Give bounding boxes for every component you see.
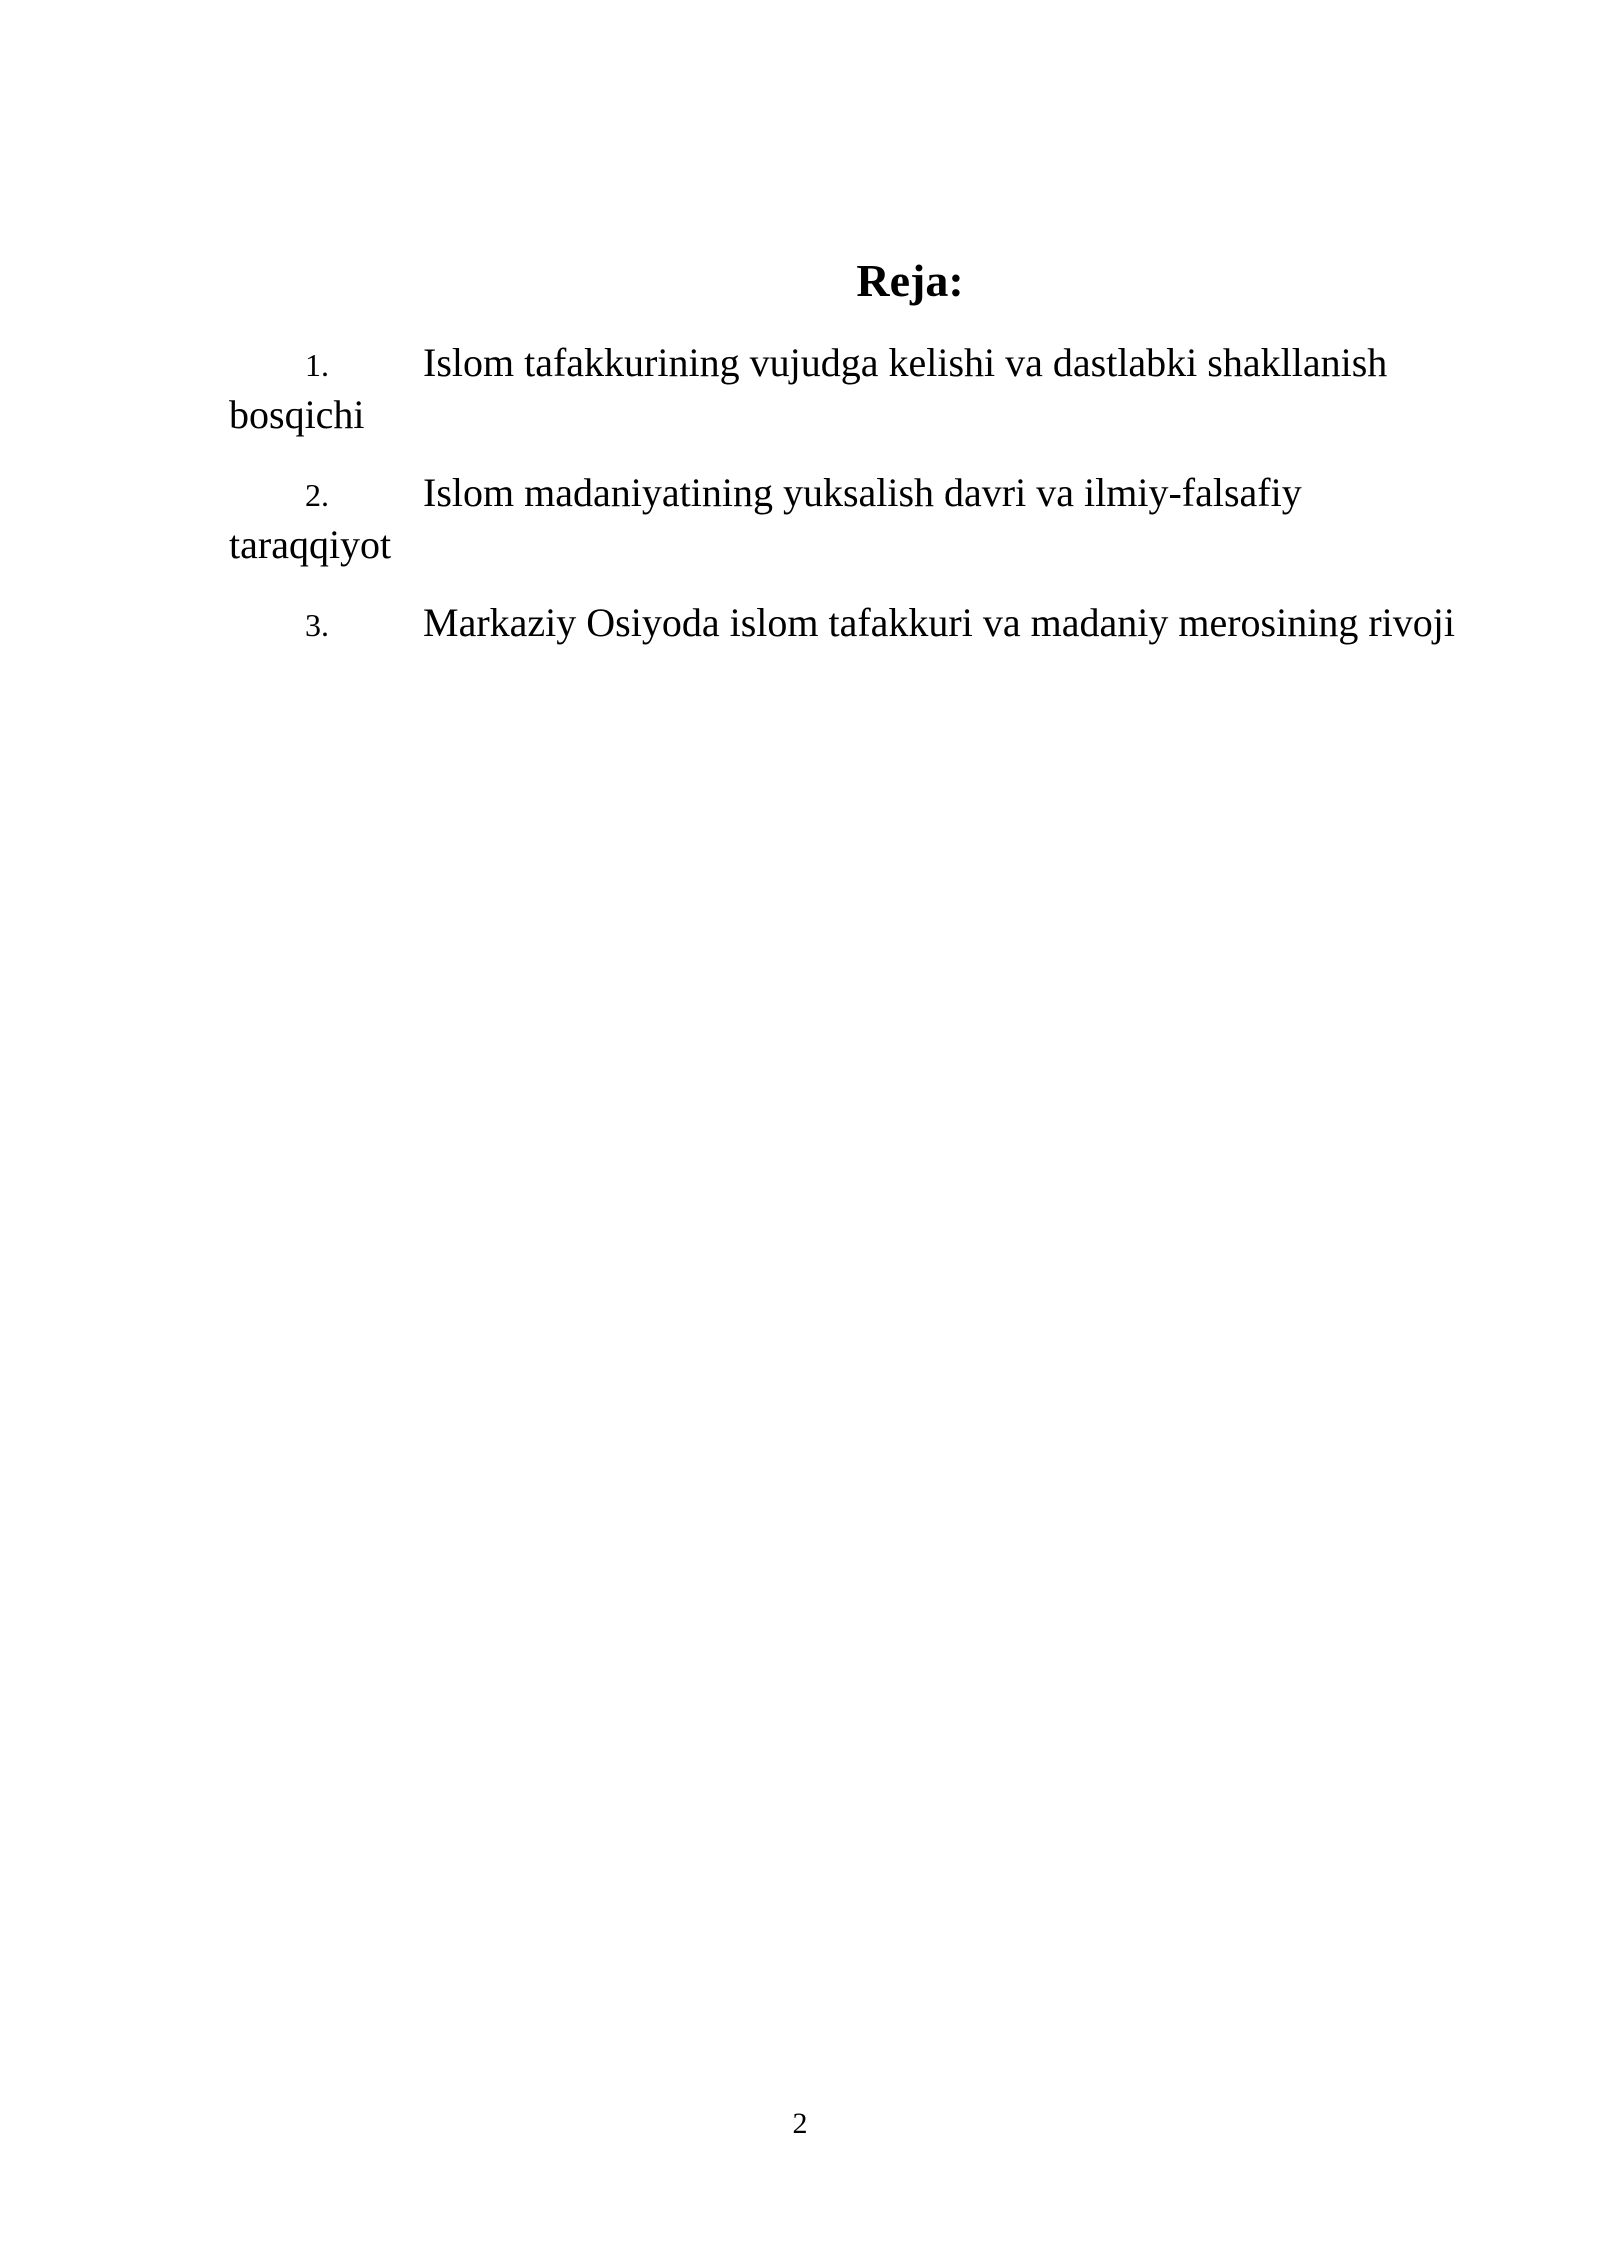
plan-item-text: Markaziy Osiyoda islom tafakkuri va madaniy merosining rivoji bbox=[423, 600, 1455, 645]
plan-title: Reja: bbox=[856, 255, 964, 306]
plan-item-2 bbox=[229, 468, 1469, 570]
page-number: 2 bbox=[792, 2107, 808, 2140]
plan-item-text: Islom madaniyatining yuksalish davri va ilmiy-falsafiy taraqqiyot bbox=[229, 470, 1302, 567]
plan-item-number: 2. bbox=[305, 477, 329, 513]
plan-item-3 bbox=[229, 598, 1469, 650]
plan-item-text: Islom tafakkurining vujudga kelishi va dastlabki shakllanish bosqichi bbox=[229, 340, 1388, 437]
plan-list bbox=[229, 338, 1469, 678]
plan-item-1 bbox=[229, 338, 1469, 440]
plan-item-number: 3. bbox=[305, 607, 329, 643]
plan-item-number: 1. bbox=[305, 347, 329, 383]
